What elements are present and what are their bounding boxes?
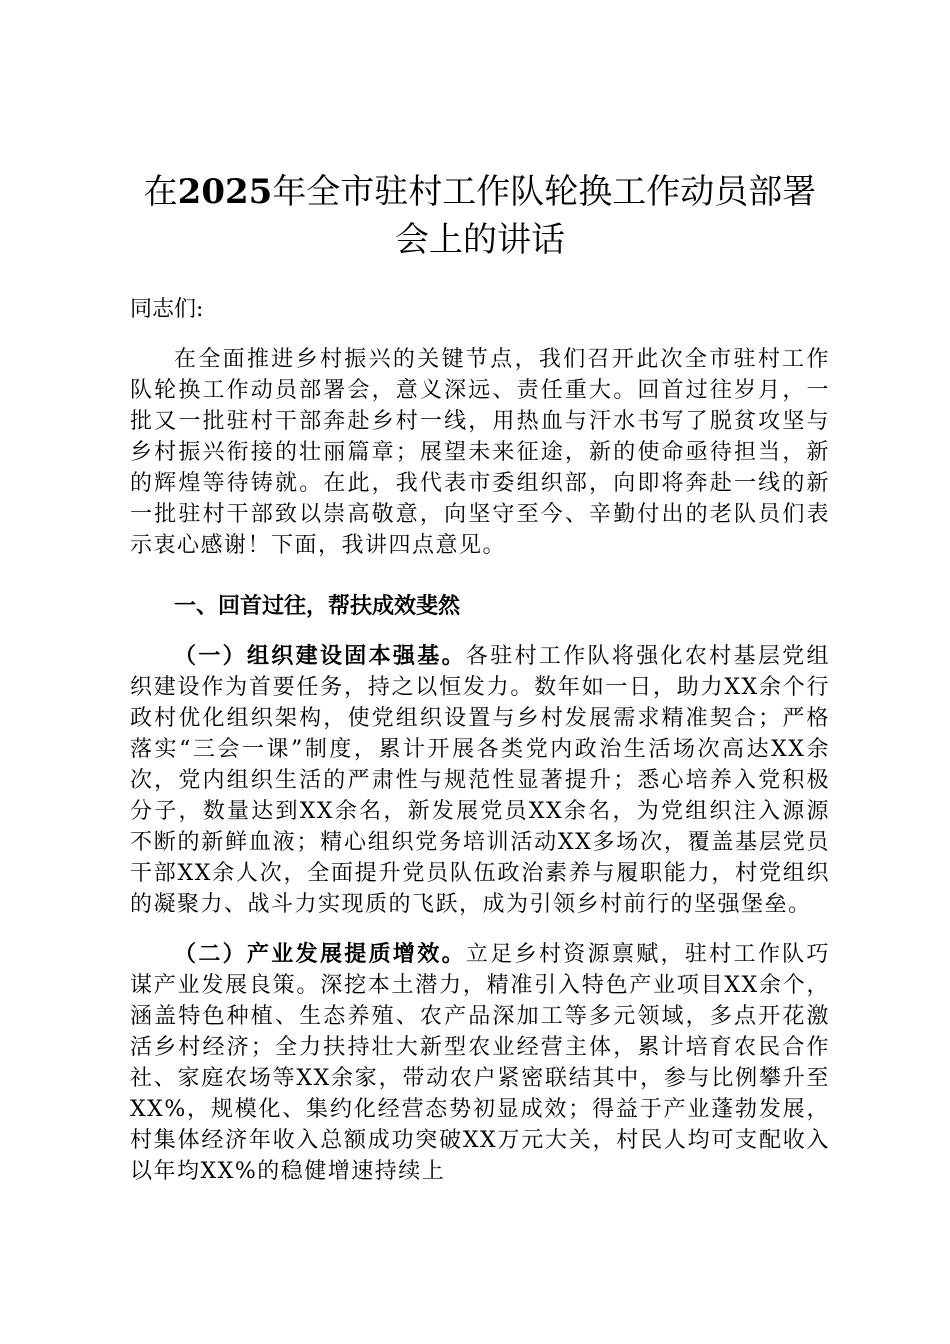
section-heading-1: 一、回首过往，帮扶成效斐然 [174, 593, 461, 619]
intro-paragraph: 在全面推进乡村振兴的关键节点，我们召开此次全市驻村工作队轮换工作动员部署会，意义深远、责任重大。回首过往岁月，一批又一批驻村干部奔赴乡村一线，用热血与汗水书写了脱贫攻坚与乡村振兴衔接的壮丽篇章；展望未来征途，新的使命亟待担当，新的辉煌等待铸就。在此，我代表市委组织部，向即将奔赴一线的新一批驻村干部致以崇高敬意，向坚守至今、辛勤付出的老队员们表示衷心感谢！下面，我讲四点意见。 [130, 347, 830, 558]
item-paragraph-2 [130, 939, 830, 1187]
item-lead-2: （二）产业发展提质增效。 [174, 941, 466, 967]
title-suffix: 年全市驻村工作队轮换工作动员部署会上的讲话 [272, 172, 817, 260]
document-title [130, 168, 830, 264]
title-prefix: 在 [143, 172, 178, 212]
title-year: 2025 [177, 172, 273, 212]
item-paragraph-1 [130, 641, 830, 920]
salutation: 同志们: [130, 297, 204, 322]
item-lead-1: （一）组织建设固本强基。 [174, 643, 466, 669]
document-page [130, 168, 830, 1187]
item-text-1: 各驻村工作队将强化农村基层党组织建设作为首要任务，持之以恒发力。数年如一日，助力XX余个行政村优化组织架构，使党组织设置与乡村发展需求精准契合；严格落实“三会一课”制度，累计开展各类党内政治生活场次高达XX余次，党内组织生活的严肃性与规范性显著提升；悉心培养入党积极分子，数量达到XX余名，新发展党员XX余名，为党组织注入源源不断的新鲜血液；精心组织党务培训活动XX多场次，覆盖基层党员干部XX余人次，全面提升党员队伍政治素养与履职能力，村党组织的凝聚力、战斗力实现质的飞跃，成为引领乡村前行的坚强堡垒。 [130, 644, 830, 917]
item-text-2: 立足乡村资源禀赋，驻村工作队巧谋产业发展良策。深挖本土潜力，精准引入特色产业项目XX余个，涵盖特色种植、生态养殖、农产品深加工等多元领域，多点开花激活乡村经济；全力扶持壮大新型农业经营主体，累计培育农民合作社、家庭农场等XX余家，带动农户紧密联结其中，参与比例攀升至XX%，规模化、集约化经营态势初显成效；得益于产业蓬勃发展，村集体经济年收入总额成功突破XX万元大关，村民人均可支配收入以年均XX%的稳健增速持续上 [130, 942, 830, 1184]
